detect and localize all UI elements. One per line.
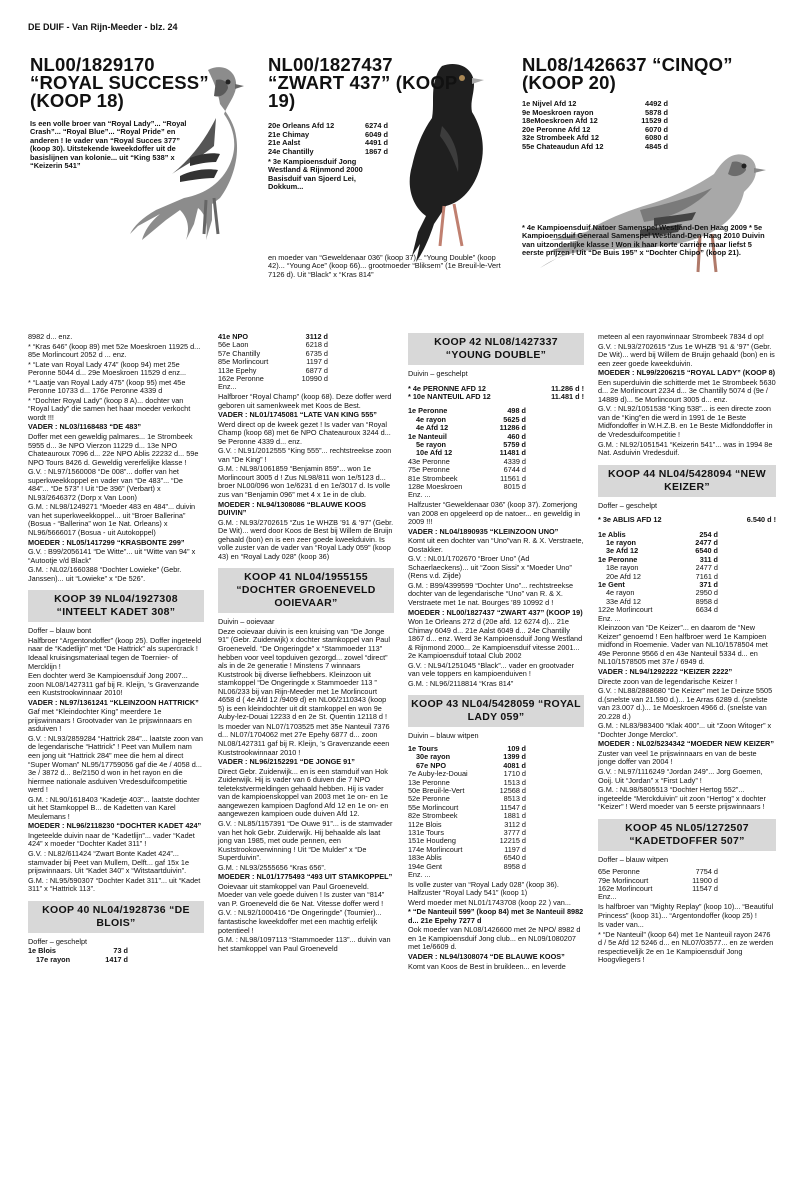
result-row: 20e Afd 12 7161 d xyxy=(606,571,718,581)
result-row: 128e Moeskroen 8015 d xyxy=(408,482,526,492)
koop-44-highlights xyxy=(598,516,776,524)
paragraph: G.V. : NL92/1000416 “De Ongeringde” (Tournier)... fantastische kweekdoffer met een machtig erfelijk potentieel ! xyxy=(218,908,382,935)
koop-40-results xyxy=(28,947,128,964)
section-heading: MOEDER : NL94/1308086 “BLAUWE KOOS DUIVIN” xyxy=(218,499,367,518)
paragraph: Enz. ... xyxy=(408,490,431,500)
result-row: 50e Breuil-le-Vert 12568 d xyxy=(408,786,526,796)
section-heading: VADER : NL96/2152291 “DE JONGE 91” xyxy=(218,757,355,767)
result-row: 82e Strombeek 1881 d xyxy=(408,811,526,821)
paragraph: G.M. : NL93/2555656 “Kras 656”. xyxy=(218,862,326,872)
paragraph: Kleinzoon van “De Keizer”... en daarom de “New Keizer” genoemd ! Een halfbroer werd 1e Kampioen midfond in Roemenie. Vader van NL10/1578504 met 49e Peronne 9566 d en 43e Nanteuil 5334 d... en NL10/1578505 met 37e / 6949 d. xyxy=(598,623,768,667)
koop-42-results xyxy=(408,407,526,491)
paragraph: G.V. : NL92/1051538 “King 538”... is een directe zoon van de “King”en die werd in 1991 de 1e Beste Midfondoffer in W.H.Z.B. en 1e Beste Midfonddoffer in de Vredesduifcompetitie ! xyxy=(598,404,773,440)
paragraph: Enz. ... xyxy=(598,613,621,623)
result-row: 1e Peronne 498 d xyxy=(408,406,526,416)
koop-43-results xyxy=(408,745,526,871)
paragraph: G.M. : NL02/1660388 “Dochter Lowieke” (Gebr. Janssen)... uit “Lowieke” x “De 526”. xyxy=(28,565,182,583)
paragraph: G.M. : NL98/5805513 “Dochter Hertog 552”... ingeteelde “Merckduivin” uit zoon “Hertog” x dochter “Keizer” ! Werd moeder van 5 eerste prijswinnaars ! xyxy=(598,785,766,812)
result-row: 18eMoeskroen Afd 12 11529 d xyxy=(522,116,668,126)
paragraph: Een superduivin die schitterde met 1e Strombeek 5630 d... 2e Morlincourt 2234 d... 3e Chantilly 5074 d (9e / 14889 d)... 5e Morlincourt 3005 d... enz. xyxy=(598,377,776,404)
subtitle: Duivin – blauw witpen xyxy=(408,731,479,741)
paragraph: Gaf met “Kleindochter King” meerdere 1e prijswinnaars ! Grootvader van 1e prijswinnaars en asduiven ! xyxy=(28,707,192,734)
section-heading: MOEDER : NL00/1827437 “ZWART 437” (KOOP 19) xyxy=(408,607,583,617)
paragraph: G.V. : NL88/2888680 “De Keizer” met 1e Deinze 5505 d.(snelste van 21.590 d.)... 1e Arras 6289 d. (snelste van 23.007 d.)... 1e Moeskroen 4966 d. (snelste van 20.228 d.) xyxy=(598,686,773,721)
koop-19-results xyxy=(268,122,388,156)
result-row: 20e Orleans Afd 12 6274 d xyxy=(268,121,388,130)
result-row: 7e Auby-lez-Douai 1710 d xyxy=(408,769,526,779)
result-row: 1e Blois 73 d xyxy=(28,946,128,956)
paragraph: Deze ooievaar duivin is een kruising van “De Jonge 91” (Gebr. Zuiderwijk) x dochter stamkoppel van Paul Groeneveld. “De Ongeringde” x “Stammoeder 113” hebben voor veel topduiven gezorgd... zowel “direct” als in de 2e generatie ! Minstens 7 winnaars Kuststrook bij diverse liefhebbers. Kleinzoon uit stamkoppel “De Ongeringde x Stammoeder 113 ” NL06/233 bij van Rijn-Meeder met 1e Morlincourt 4658 d ( 4e Afd 12 /9409 d) en NL06/2110343 (koop 5) is een kleindochter uit dit stamkoppel en won 9e Auby-lez-Douai 12233 d en 2e St. Quentin 12118 d ! xyxy=(218,626,390,722)
koop-41-box: KOOP 41 NL04/1955155 “DOCHTER GROENEVELD OOIEVAAR” xyxy=(218,568,394,613)
section-heading: VADER : NL94/1292222 “KEIZER 2222” xyxy=(598,666,733,676)
koop-40-results-cont xyxy=(218,333,328,383)
result-row: 5e rayon 5759 d xyxy=(416,439,526,449)
paragraph: Directe zoon van de legendarische Keizer ! xyxy=(598,676,738,686)
result-row: 75e Peronne 6744 d xyxy=(408,465,526,475)
result-row: 1e Tours 109 d xyxy=(408,744,526,753)
paragraph: G.V. : NL97/1560008 “De 008”... doffer van het superkweekkoppel en vader van “De 483”... “De 484”... “De 573” ! Uit “De 396” (Verbart) x NL93/2646372 (Dorp x Van Loon) xyxy=(28,467,183,502)
result-row: 79e Morlincourt 11900 d xyxy=(598,875,718,885)
paragraph: G.M. : NL98/1249271 “Moeder 483 en 484”... duivin van het superkweekkoppel... uit “Broer Ballerina” (Bosua - “Ballerina” won 1e Nat. Orleans) x NL96/5666017 (Bosua - uit Autokoppel) xyxy=(28,502,196,538)
paragraph: * “De Nanteuil” (koop 64) met 1e Nanteuil rayon 2476 d / 5e Afd 12 5246 d... en NL07/03577... en ze werden respectievelijk 2e en 1e Kampioensduif Jong Hoogvliegers ! xyxy=(598,929,774,965)
paragraph: * “Kras 646” (koop 89) met 52e Moeskroen 11925 d... 85e Morlincourt 2052 d ... enz. xyxy=(28,341,201,360)
result-row: 81e Strombeek 11561 d xyxy=(408,473,526,483)
paragraph: * “De Nanteuil 599” (koop 84) met 3e Nanteuil 8982 d... 21e Epehy 7277 d xyxy=(408,907,584,925)
result-row: 3e Afd 12 6540 d xyxy=(606,546,718,556)
result-row: 10e Afd 12 11481 d xyxy=(416,448,526,458)
result-row: 1e Peronne 311 d xyxy=(598,554,718,564)
result-row: 13e Peronne 1513 d xyxy=(408,777,526,787)
result-row: 1e Nanteuil 460 d xyxy=(408,431,526,441)
koop-20-title: NL08/1426637 “CINQO” (KOOP 20) xyxy=(522,54,733,93)
subtitle: Doffer – geschelpt xyxy=(28,936,88,946)
paragraph: G.M. : NL90/1618403 “Kadetje 403”... laatste dochter uit het Stamkoppel B... de Kadetten van Karel Meulemans ! xyxy=(28,794,200,821)
section-heading: MOEDER : NL99/2206215 “ROYAL LADY” (KOOP 8) xyxy=(598,368,776,378)
result-row: 55e Morlincourt 11547 d xyxy=(408,802,526,812)
koop-18-title: NL00/1829170 “ROYAL SUCCESS” (KOOP 18) xyxy=(30,54,209,111)
paragraph: 8982 d... enz. xyxy=(28,332,73,341)
koop-42-box: KOOP 42 NL08/1427337 “YOUNG DOUBLE” xyxy=(408,333,584,365)
result-row: 67e NPO 4081 d xyxy=(416,760,526,770)
result-row: 32e Strombeek Afd 12 6080 d xyxy=(522,133,668,143)
paragraph: G.V. : NL85/1157391 “De Ouwe 91”... is de stamvader van het hok Gebr. Zuiderwijk. Hij behaalde als laat jong van 1985, met oude pennen, een Kuststrookoverwinning ! Uit “De Mulder” x “De Superduivin”. xyxy=(218,818,393,863)
paragraph: Enz. ... xyxy=(408,870,431,880)
paragraph: * “Laatje van Royal Lady 475” (koop 95) met 45e Peronne 10733 d... 176e Peronne 4339 d xyxy=(28,377,186,396)
result-row: 131e Tours 3777 d xyxy=(408,828,526,838)
result-row: * 4e PERONNE AFD 12 11.286 d ! xyxy=(408,383,584,393)
result-row: 30e rayon 1399 d xyxy=(416,752,526,762)
result-row: 151e Houdeng 12215 d xyxy=(408,836,526,846)
section-heading: MOEDER : NL01/1775493 “493 UIT STAMKOPPEL” xyxy=(218,872,393,882)
paragraph: G.V. : NL82/611424 “Zwart Bonte Kadet 424”... stamvader bij Peet van Mullem, Delft... gaf 15x 1e prijswinnaars. Uit “Kadet 340” x “Witstaartduivin”. xyxy=(28,848,190,876)
section-heading: MOEDER : NL02/5234342 “MOEDER NEW KEIZER” xyxy=(598,739,774,749)
result-row: 1e Nijvel Afd 12 4492 d xyxy=(522,99,668,108)
paragraph: Komt uit een dochter van “Uno”van R. & X. Verstraete, Oostakker. xyxy=(408,536,584,554)
result-row: 162e Peronne 10990 d xyxy=(218,374,328,384)
koop-19-title: NL00/1827437 “ZWART 437” (KOOP 19) xyxy=(268,54,458,111)
result-row: 24e Chantilly 1867 d xyxy=(268,146,388,156)
paragraph: G.V. : NL93/2859284 “Hattrick 284”... laatste zoon van de legendarische “Hattrick” ! Peet van Mullem nam een jong uit “Hattrick 284” mee die hem al direct “Super Woman” NL95/17759056 gaf die 4e / 4058 d... 3e / 3872 d... 8e/2150 d won in het rayon en die hiermee nationale asduiven Vredesduifcompetitie werd ! xyxy=(28,733,203,795)
subtitle: Duivin – ooievaar xyxy=(218,617,275,627)
result-row: 112e Blois 3112 d xyxy=(408,819,526,829)
result-row: 85e Morlincourt 1197 d xyxy=(218,357,328,367)
result-row: 52e Peronne 8513 d xyxy=(408,794,526,804)
result-row: 113e Epehy 6877 d xyxy=(218,365,328,375)
result-row: 174e Morlincourt 1197 d xyxy=(408,844,526,854)
column-3 xyxy=(408,333,584,972)
result-row: 21e Aalst 4491 d xyxy=(268,138,388,148)
result-row: 41e NPO 3112 d xyxy=(218,332,328,341)
result-row: 18e rayon 2477 d xyxy=(606,563,718,573)
result-row: 183e Ablis 6540 d xyxy=(408,853,526,863)
paragraph: Enz... xyxy=(218,382,237,392)
subtitle: Doffer – geschelpt xyxy=(598,500,658,510)
result-row: * 10e NANTEUIL AFD 12 11.481 d ! xyxy=(408,391,584,401)
section-heading: MOEDER : NL05/1417299 “KRASBONTE 299” xyxy=(28,537,185,547)
result-row: 65e Peronne 7754 d xyxy=(598,867,718,877)
koop-44-results xyxy=(598,531,718,615)
paragraph: G.M. : NL98/1097113 “Stammoeder 113”... duivin van het stamkoppel van Paul Groeneveld xyxy=(218,935,391,953)
koop-19-parents: en moeder van “Geweldenaar 036” (koop 37)... “Young Double” (koop 42)... “Young Ace” (koop 66)... grootmoeder “Bliksem” (1e Breuil-le-Vert 7126 d). Uit “Black” x “Kras 814” xyxy=(268,253,501,279)
paragraph: Direct Gebr. Zuiderwijk... en is een stamduif van Hok Zuiderwijk. Hij is vader van 6 duiven die 7 NPO teletekstvermeldingen gehaald hebben. Hij is vader van de kampioenskoppel van 2003 met 1e on- en 1e aangewezen kampioen Dagfond Afd 12 en 1e on- en aangewezen kampioen oude duiven Afd 12. xyxy=(218,766,389,819)
paragraph: Is vader van... xyxy=(598,920,644,930)
paragraph: Halfbroer “Royal Champ” (koop 68). Deze doffer werd geboren uit samenkweek met Koos de Best. xyxy=(218,391,392,410)
paragraph: G.M. : NL95/590307 “Dochter Kadet 311”... uit “Kadet 311” x “Hattrick 113”. xyxy=(28,875,201,894)
paragraph: * “Dochter Royal Lady” (koop 8 A)... dochter van “Royal Lady” die samen het haar moeder verkocht wordt !!! xyxy=(28,395,191,422)
paragraph: Ingeteelde duivin naar de “Kadetlijn”... vader “Kadet 424” x moeder “Dochter Kadet 311” ! xyxy=(28,830,195,849)
paragraph: Werd moeder met NL01/1743708 (koop 22 ) van... xyxy=(408,897,571,907)
section-heading: VADER : NL04/1890935 “KLEINZOON UNO” xyxy=(408,526,559,536)
paragraph: meteen al een rayonwinnaar Strombeek 7834 d op! xyxy=(598,332,764,341)
koop-20-results xyxy=(522,100,668,152)
pigeon-photo-3 xyxy=(520,140,785,290)
paragraph: Is moeder van NL07/1703525 met 35e Nanteuil 7376 d... NL07/1704062 met 27e Epehy 6877 d... zoon NL08/1427311 gaf bij R. Kleijn, ’s Gravenzande eeen Kuststrookwinnaar 2010 ! xyxy=(218,721,390,757)
result-row: 55e Chateaudun Afd 12 4845 d xyxy=(522,141,668,151)
paragraph: G.M. : NL98/1061859 “Benjamin 859”... won 1e Morlincourt 3005 d ! Zus NL98/811 won 1e/5123 d... broer NL00/096 won 1e/6231 d en 1e/3017 d. Is volle zus van “Benjamin 096” met 4 x 1e in de club. xyxy=(218,464,391,499)
page-header: DE DUIF - Van Rijn-Meeder - blz. 24 xyxy=(28,22,178,32)
koop-40-box: KOOP 40 NL04/1928736 “DE BLOIS” xyxy=(28,901,204,933)
koop-39-box: KOOP 39 NL04/1927308 “INTEELT KADET 308” xyxy=(28,590,204,622)
result-row: 194e Gent 8958 d xyxy=(408,861,526,871)
paragraph: G.M. : NL96/2118814 “Kras 814” xyxy=(408,678,514,688)
paragraph: Halfbroer “Argentondoffer” (koop 25). Doffer ingeteeld naar de “Kadetlijn” met “De Hattrick” als supercrack ! Ideaal kruisingsmateriaal tegen de Toernier- of Mercklijn ! xyxy=(28,635,202,671)
koop-45-box: KOOP 45 NL05/1272507 “KADETDOFFER 507” xyxy=(598,819,776,851)
paragraph: G.M. : B99/4399599 “Dochter Uno”... rechtstreekse dochter van de legendarische “Uno” van R. & X. Verstraete met 1e nat. Bourges ’89 10992 d ! xyxy=(408,580,574,607)
koop-19-note: * 3e Kampioensduif Jong Westland & Rijnmond 2000 Basisduif van Sjoerd Lei, Dokkum... xyxy=(268,157,363,192)
result-row: 57e Chantilly 6735 d xyxy=(218,348,328,358)
koop-43-box: KOOP 43 NL04/5428059 “ROYAL LADY 059” xyxy=(408,695,584,727)
paragraph: Halfzuster “Geweldenaar 036” (koop 37). Zomerjong van 2008 en opgeleerd op de natoer... en geweldig in 2009 !!! xyxy=(408,499,581,527)
paragraph: Enz... xyxy=(598,892,617,902)
section-heading: MOEDER : NL96/2118230 “DOCHTER KADET 424” xyxy=(28,821,202,831)
result-row: * 3e ABLIS AFD 12 6.540 d ! xyxy=(598,515,776,525)
paragraph: G.M. : NL92/1051541 “Keizerin 541”... was in 1994 8e Nat. Asduivin Vredesduif. xyxy=(598,439,773,458)
koop-44-box: KOOP 44 NL04/5428094 “NEW KEIZER” xyxy=(598,465,776,497)
paragraph: G.V. : NL01/1702670 “Broer Uno” (Ad Schaerlaeckens)... uit “Zoon Sissi” x “Moeder Uno” (Rens v.d. Zijde) xyxy=(408,554,572,581)
result-row: 9e Moeskroen rayon 5878 d xyxy=(522,107,668,117)
paragraph: G.V. : NL94/1251045 “Black”... vader en grootvader van vele toppers en kampioenduiven ! xyxy=(408,660,575,679)
paragraph: Een dochter werd 3e Kampioensduif Jong 2007... zoon NL08/1427311 gaf bij R. Kleijn, ’s Gravenzande een Kuststrookwinnaar 2010! xyxy=(28,671,199,698)
paragraph: Komt van Koos de Best in bruikleen... en leverde xyxy=(408,961,566,971)
result-row: 56e Laon 6218 d xyxy=(218,340,328,350)
paragraph: G.V. : NL91/2012555 “King 555”... rechtstreekse zoon van “De King” ! xyxy=(218,446,392,464)
column-4 xyxy=(598,333,776,966)
column-1 xyxy=(28,333,204,964)
result-row: 20e Peronne Afd 12 6070 d xyxy=(522,124,668,134)
paragraph: G.V. : NL97/1116249 “Jordan 249”... Jorg Goemen, Ooij. Uit “Jordan” x “First Lady” ! xyxy=(598,766,763,785)
subtitle: Doffer – blauw bont xyxy=(28,626,92,636)
paragraph: G.V. : B99/2056141 “De Witte”... uit “Witte van 94” x “Autootje v/d Black” xyxy=(28,547,196,565)
koop-20-note: * 4e Kampioensduif Natoer Samenspel Westland-Den Haag 2009 * 5e Kampioensduif Generaal Samenspel Westland-Den Haag 2010 Duivin van uitzonderlijke klasse ! Won ik haar korte carrière maar liefst 5 eerste prijzen ! Uit “De Buis 195” x “Dochter Chipo” (koop 21). xyxy=(522,223,765,258)
paragraph: Ook moeder van NL08/1426600 met 2e NPO/ 8982 d en 1e Kampioensduif Jong club... en NL09/1080207 met 1e/6609 d. xyxy=(408,925,581,952)
result-row: 21e Chimay 6049 d xyxy=(268,129,388,139)
result-row: 43e Peronne 4339 d xyxy=(408,456,526,466)
section-heading: VADER : NL03/1168483 “DE 483” xyxy=(28,422,142,432)
paragraph: Won 1e Orleans 272 d (20e afd. 12 6274 d)... 21e Chimay 6049 d... 21e Aalst 6049 d... 24e Chantilly 1867 d... enz. Werd 3e Kampioensduif Jong Westland & Rijnmond 2000... 2e Kampioensduif vitesse 2001... 2e Kampioensduif totaal Club 2002 xyxy=(408,617,583,661)
top-section xyxy=(0,52,805,320)
paragraph: G.M. : NL83/983400 “Klak 400”... uit “Zoon Witoger” x “Dochter Jonge Merckx”. xyxy=(598,721,772,739)
result-row: 17e rayon 1417 d xyxy=(36,954,128,964)
result-row: 162e Morlincourt 11547 d xyxy=(598,884,718,894)
paragraph: * “Late van Royal Lady 474” (koop 94) met 25e Peronne 5044 d... 29e Moeskroen 11529 d enz... xyxy=(28,359,187,378)
koop-18-text: Is een volle broer van “Royal Lady”... “Royal Crash”... “Royal Blue”... “Royal Pride” en anderen ! Ie vader van “Royal Succes 377” (koop 30). Uitstekende kweekdoffer uit de basislijnen van kolonie... uit “King 538” x “Keizerin 541” xyxy=(30,119,187,171)
result-row: 4e Afd 12 11286 d xyxy=(416,423,526,433)
result-row: 4e rayon 5625 d xyxy=(416,414,526,424)
result-row: 122e Morlincourt 6634 d xyxy=(598,605,718,615)
koop-45-results xyxy=(598,868,718,893)
section-heading: VADER : NL01/1745081 “LATE VAN KING 555” xyxy=(218,410,377,420)
subtitle: Doffer – blauw witpen xyxy=(598,854,669,864)
paragraph: Is volle zuster van “Royal Lady 028” (koop 36). Halfzuster “Royal Lady 541” (koop 1) xyxy=(408,879,559,898)
section-heading: VADER : NL94/1308074 “DE BLAUWE KOOS” xyxy=(408,952,565,962)
koop-42-highlights xyxy=(408,385,584,402)
column-2 xyxy=(218,333,394,954)
section-heading: VADER : NL97/1361241 “KLEINZOON HATTRICK” xyxy=(28,697,199,707)
subtitle: Duivin – geschelpt xyxy=(408,369,468,378)
result-row: 1e Ablis 254 d xyxy=(598,529,718,539)
paragraph: Is halfbroer van “Mighty Replay” (koop 10)... “Beautiful Princess” (koop 31)... “Argentondoffer (koop 25) ! xyxy=(598,902,774,920)
paragraph: Zuster van veel 1e prijswinnaars en van de beste jonge doffer van 2004 ! xyxy=(598,748,757,767)
result-row: 1e rayon 2477 d xyxy=(606,538,718,548)
result-row: 4e rayon 2950 d xyxy=(606,588,718,598)
paragraph: Werd direct op de kweek gezet ! Is vader van “Royal Champ (koop 68) met 6e NPO Chateauroux 3244 d... 9e Peronne 4339 d... enz. xyxy=(218,419,391,446)
result-row: 1e Gent 371 d xyxy=(598,580,718,590)
paragraph: Ooievaar uit stamkoppel van Paul Groeneveld. Moeder van vele goede duiven ! Is zuster van “814” van P. Groeneveld die 6e Nat. Vitesse doffer werd ! xyxy=(218,881,385,908)
result-row: 33e Afd 12 8958 d xyxy=(606,596,718,606)
paragraph: G.M. : NL93/2702615 “Zus 1e WHZB ’91 & ’97” (Gebr. De Wit)... werd door Koos de Best bij Willem de Bruijn gehaald (bon) en is een zeer goede kweekduivin. Is volle zuster van de vader van “Royal Lady 059” (koop 43) en “Royal Lady 028” (koop 36) xyxy=(218,517,394,561)
paragraph: G.V. : NL93/2702615 “Zus 1e WHZB ’91 & ’97” (Gebr. De Wit)... werd bij Willem de Bruijn gehaald (bon) en is een zeer goede kweekduivin. xyxy=(598,341,775,368)
paragraph: Doffer met een geweldig palmares... 1e Strombeek 5955 d... 3e NPO Vierzon 11229 d... 13e NPO Chateauroux 7096 d... 22e NPO Ablis 22232 d... 59e NPO Tours 8426 d. Geweldig vererfelijke klasse ! xyxy=(28,432,199,467)
